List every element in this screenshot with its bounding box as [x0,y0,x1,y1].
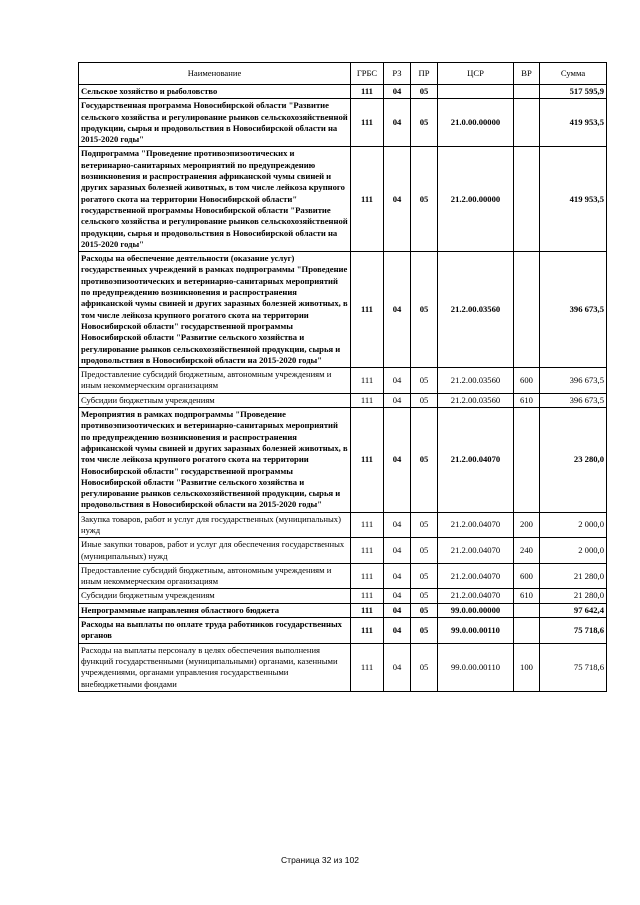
row-rz: 04 [384,252,411,368]
row-csr: 21.0.00.00000 [438,99,514,147]
row-sum: 396 673,5 [540,252,607,368]
row-pr: 05 [411,589,438,603]
row-name: Расходы на выплаты персоналу в целях обеспечения выполнения функций государственными (муниципальными) органами, казенными учреждениями, органами управления государственными внебюджетными фондами [79,643,351,691]
row-sum: 396 673,5 [540,368,607,394]
row-csr: 21.2.00.03560 [438,252,514,368]
row-grbs: 111 [351,147,384,252]
row-name: Расходы на обеспечение деятельности (оказание услуг) государственных учреждений в рамках подпрограммы "Проведение противоэпизоотических и ветеринарно-санитарных мероприятий по предупреждению возникновения и распространения африканской чумы свиней и других заразных болезней животных, в том числе лейкоза крупного рогатого скота на территории Новосибирской области" государственной программы Новосибирской области "Развитие сельского хозяйства и регулирование рынков сельскохозяйственной продукции, сырья и продовольствия в Новосибирской области на 2015-2020 годы" [79,252,351,368]
table-row [79,252,607,368]
header-vr: ВР [514,63,540,85]
row-sum: 97 642,4 [540,603,607,617]
row-pr: 05 [411,618,438,644]
table-row [79,589,607,603]
row-csr: 21.2.00.04070 [438,408,514,513]
header-pr: ПР [411,63,438,85]
row-pr: 05 [411,393,438,407]
table-body [79,85,607,692]
row-sum: 75 718,6 [540,643,607,691]
row-vr [514,99,540,147]
row-rz: 04 [384,393,411,407]
row-grbs: 111 [351,603,384,617]
row-rz: 04 [384,538,411,564]
row-rz: 04 [384,147,411,252]
row-vr [514,603,540,617]
row-vr: 100 [514,643,540,691]
table-header-row [79,63,607,85]
row-name: Предоставление субсидий бюджетным, автономным учреждениям и иным некоммерческим организациям [79,368,351,394]
row-pr: 05 [411,252,438,368]
row-vr: 600 [514,563,540,589]
row-vr: 240 [514,538,540,564]
row-pr: 05 [411,563,438,589]
table-row [79,643,607,691]
row-csr: 21.2.00.04070 [438,589,514,603]
header-name: Наименование [79,63,351,85]
row-sum: 21 280,0 [540,563,607,589]
row-vr [514,618,540,644]
row-rz: 04 [384,512,411,538]
row-vr: 200 [514,512,540,538]
row-pr: 05 [411,99,438,147]
row-grbs: 111 [351,252,384,368]
row-csr: 21.2.00.03560 [438,368,514,394]
row-grbs: 111 [351,393,384,407]
row-grbs: 111 [351,538,384,564]
row-sum: 2 000,0 [540,538,607,564]
row-sum: 396 673,5 [540,393,607,407]
row-csr: 99.0.00.00110 [438,643,514,691]
row-grbs: 111 [351,563,384,589]
header-rz: РЗ [384,63,411,85]
row-name: Государственная программа Новосибирской области "Развитие сельского хозяйства и регулирование рынков сельскохозяйственной продукции, сырья и продовольствия в Новосибирской области на 2015-2020 годы" [79,99,351,147]
row-vr [514,85,540,99]
row-grbs: 111 [351,99,384,147]
row-grbs: 111 [351,85,384,99]
row-rz: 04 [384,618,411,644]
row-csr: 99.0.00.00110 [438,618,514,644]
row-vr: 610 [514,393,540,407]
row-name: Иные закупки товаров, работ и услуг для обеспечения государственных (муниципальных) нужд [79,538,351,564]
row-vr: 600 [514,368,540,394]
row-vr: 610 [514,589,540,603]
row-grbs: 111 [351,368,384,394]
row-pr: 05 [411,603,438,617]
row-csr: 21.2.00.04070 [438,512,514,538]
row-sum: 2 000,0 [540,512,607,538]
row-name: Сельское хозяйство и рыболовство [79,85,351,99]
row-vr [514,252,540,368]
row-csr: 99.0.00.00000 [438,603,514,617]
table-row [79,563,607,589]
row-csr: 21.2.00.00000 [438,147,514,252]
row-grbs: 111 [351,643,384,691]
header-grbs: ГРБС [351,63,384,85]
row-pr: 05 [411,368,438,394]
row-name: Предоставление субсидий бюджетным, автономным учреждениям и иным некоммерческим организациям [79,563,351,589]
page-number: Страница 32 из 102 [281,855,359,865]
row-vr [514,408,540,513]
row-grbs: 111 [351,512,384,538]
row-rz: 04 [384,408,411,513]
row-name: Подпрограмма "Проведение противоэпизоотических и ветеринарно-санитарных мероприятий по предупреждению возникновения и распространения африканской чумы свиней и других заразных болезней животных, в том числе лейкоза крупного рогатого скота на территории Новосибирской области" государственной программы Новосибирской области "Развитие сельского хозяйства и регулирование рынков сельскохозяйственной продукции, сырья и продовольствия в Новосибирской области на 2015-2020 годы" [79,147,351,252]
table-row [79,603,607,617]
row-pr: 05 [411,147,438,252]
row-sum: 21 280,0 [540,589,607,603]
row-rz: 04 [384,643,411,691]
row-rz: 04 [384,368,411,394]
header-csr: ЦСР [438,63,514,85]
row-csr: 21.2.00.04070 [438,563,514,589]
row-grbs: 111 [351,618,384,644]
header-sum: Сумма [540,63,607,85]
row-name: Расходы на выплаты по оплате труда работников государственных органов [79,618,351,644]
row-pr: 05 [411,512,438,538]
table-row [79,147,607,252]
row-name: Субсидии бюджетным учреждениям [79,393,351,407]
row-rz: 04 [384,99,411,147]
table-row [79,538,607,564]
table-row [79,393,607,407]
table-row [79,512,607,538]
row-sum: 419 953,5 [540,147,607,252]
row-name: Закупка товаров, работ и услуг для государственных (муниципальных) нужд [79,512,351,538]
row-pr: 05 [411,643,438,691]
table-row [79,618,607,644]
row-sum: 75 718,6 [540,618,607,644]
table-row [79,85,607,99]
row-sum: 517 595,9 [540,85,607,99]
row-name: Субсидии бюджетным учреждениям [79,589,351,603]
budget-table [78,62,607,692]
row-csr [438,85,514,99]
row-csr: 21.2.00.03560 [438,393,514,407]
table-row [79,408,607,513]
row-csr: 21.2.00.04070 [438,538,514,564]
row-name: Непрограммные направления областного бюджета [79,603,351,617]
row-vr [514,147,540,252]
row-rz: 04 [384,589,411,603]
row-pr: 05 [411,538,438,564]
row-sum: 419 953,5 [540,99,607,147]
row-pr: 05 [411,85,438,99]
row-grbs: 111 [351,408,384,513]
row-grbs: 111 [351,589,384,603]
row-name: Мероприятия в рамках подпрограммы "Проведение противоэпизоотических и ветеринарно-санитарных мероприятий по предупреждению возникновения и распространения африканской чумы свиней и других заразных болезней животных, в том числе лейкоза крупного рогатого скота на территории Новосибирской области" государственной программы Новосибирской области "Развитие сельского хозяйства и регулирование рынков сельскохозяйственной продукции, сырья и продовольствия в Новосибирской области на 2015-2020 годы" [79,408,351,513]
row-rz: 04 [384,563,411,589]
row-rz: 04 [384,603,411,617]
table-row [79,99,607,147]
row-sum: 23 280,0 [540,408,607,513]
row-rz: 04 [384,85,411,99]
table-row [79,368,607,394]
row-pr: 05 [411,408,438,513]
